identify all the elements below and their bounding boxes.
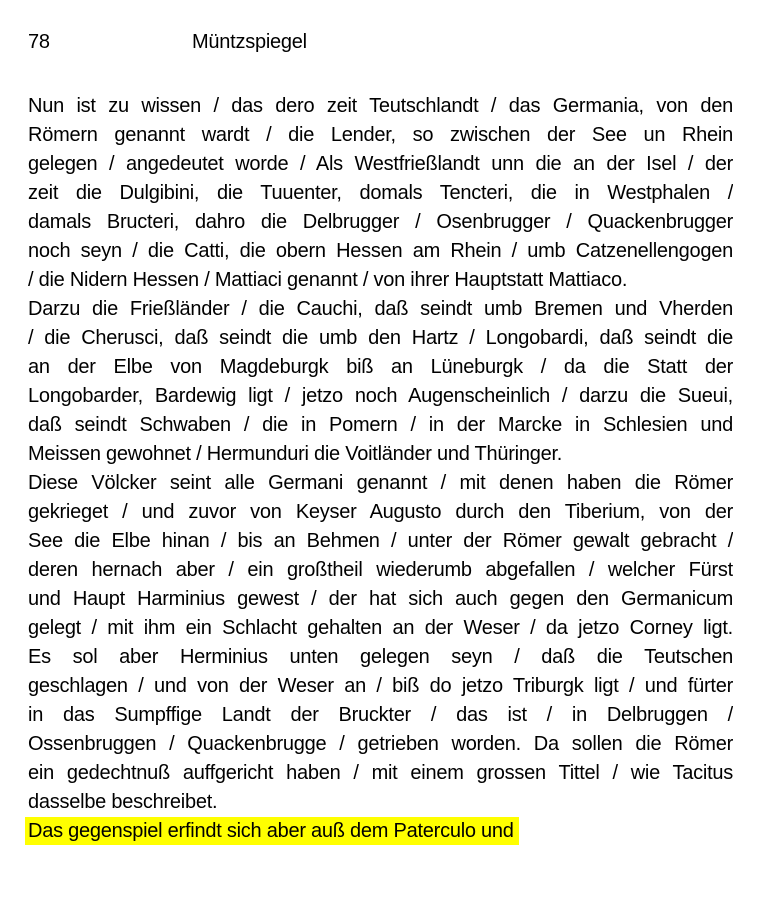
text-line: Darzu die Frießländer / die Cauchi, daß seindt umb Bremen und Vherden [28,298,733,320]
text-line: und Haupt Harminius gewest / der hat sich auch gegen den Germanicum [28,588,733,610]
text-line: Nun ist zu wissen / das dero zeit Teutschlandt / das Germania, von den [28,95,733,117]
text-line: zeit die Dulgibini, die Tuuenter, domals Tencteri, die in Westphalen / [28,182,733,204]
body-text [28,92,733,846]
text-line: / die Nidern Hessen / Mattiaci genannt / von ihrer Hauptstatt Mattiaco. [28,269,628,291]
text-line: Diese Völcker seint alle Germani genannt / mit denen haben die Römer [28,472,733,494]
text-line: / die Cherusci, daß seindt die umb den Hartz / Longobardi, daß seindt die [28,327,733,349]
text-line: ein gedechtnuß auffgericht haben / mit einem grossen Tittel / wie Tacitus [28,762,733,784]
text-line: gelegt / mit ihm ein Schlacht gehalten an der Weser / da jetzo Corney ligt. [28,617,733,639]
text-line: Meissen gewohnet / Hermunduri die Voitländer und Thüringer. [28,443,563,465]
text-line: gelegen / angedeutet worde / Als Westfrießlandt unn die an der Isel / der [28,153,733,175]
text-line: geschlagen / und von der Weser an / biß do jetzo Triburgk ligt / und fürter [28,675,733,697]
text-line: Longobarder, Bardewig ligt / jetzo noch Augenscheinlich / darzu die Sueui, [28,385,733,407]
page-header [28,28,733,57]
text-line: dasselbe beschreibet. [28,791,218,813]
text-line: See die Elbe hinan / bis an Behmen / unter der Römer gewalt gebracht / [28,530,733,552]
highlighted-text: Das gegenspiel erfindt sich aber auß dem Paterculo und [25,817,519,845]
text-line: Ossenbruggen / Quackenbrugge / getrieben worden. Da sollen die Römer [28,733,733,755]
text-line: gekrieget / und zuvor von Keyser Augusto durch den Tiberium, von der [28,501,733,523]
page-number: 78 [28,31,50,53]
text-line: Römern genannt wardt / die Lender, so zwischen der See un Rhein [28,124,733,146]
text-line: noch seyn / die Catti, die obern Hessen am Rhein / umb Catzenellengogen [28,240,733,262]
highlighted-line [28,817,733,846]
text-line: an der Elbe von Magdeburgk biß an Lüneburgk / da die Statt der [28,356,733,378]
text-line: damals Bructeri, dahro die Delbrugger / Osenbrugger / Quackenbrugger [28,211,733,233]
text-line: daß seindt Schwaben / die in Pomern / in der Marcke in Schlesien und [28,414,733,436]
text-line: Es sol aber Herminius unten gelegen seyn / daß die Teutschen [28,646,733,668]
running-title: Müntzspiegel [192,31,307,53]
text-line: deren hernach aber / ein großtheil wiederumb abgefallen / welcher Fürst [28,559,733,581]
text-line: in das Sumpffige Landt der Bruckter / das ist / in Delbruggen / [28,704,733,726]
